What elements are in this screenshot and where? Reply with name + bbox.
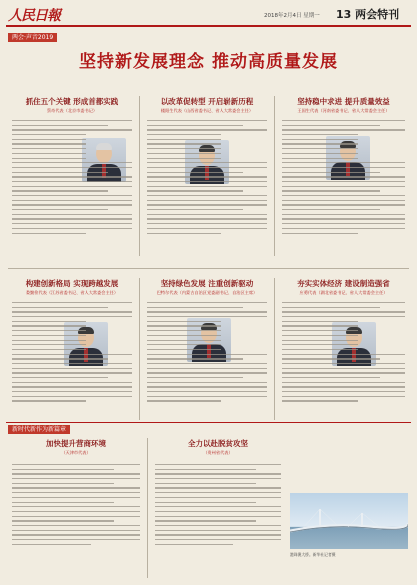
- article-title: 构建创新格局 实现跨越发展: [25, 279, 119, 288]
- article-body: [282, 302, 405, 405]
- row-divider: [8, 268, 409, 269]
- bridge-illustration: [290, 493, 408, 549]
- article-byline: 巴特尔代表（内蒙古自治区党委副书记、自治区主席）: [156, 290, 258, 295]
- article-3: [278, 96, 409, 254]
- article-body: [155, 464, 281, 548]
- masthead-rule: [6, 25, 411, 27]
- issue-date: 2018年2月4日 星期一: [264, 13, 320, 19]
- article-byline: 蔡奇代表（北京市委书记）: [46, 108, 98, 113]
- article-8: [151, 438, 285, 578]
- newspaper-logo: 人民日報: [8, 8, 60, 24]
- article-title: 坚持绿色发展 注重创新驱动: [160, 279, 254, 288]
- article-byline: 王国生代表（河南省委书记、省人大常委会主任）: [297, 108, 390, 113]
- page-label: 13 两会特刊: [336, 8, 400, 21]
- bridge-photo: [290, 493, 408, 549]
- section-tag: 新时代新作为新篇章: [8, 425, 70, 434]
- article-body: [147, 120, 267, 237]
- column-divider: [139, 278, 140, 420]
- article-body: [12, 464, 140, 548]
- article-body: [12, 302, 132, 405]
- article-byline: 娄勤俭代表（江苏省委书记、省人大常委会主任）: [25, 290, 119, 295]
- column-divider: [274, 96, 275, 256]
- article-4: [8, 278, 136, 418]
- masthead: [6, 4, 411, 24]
- article-body: [282, 120, 405, 237]
- section-tag: 两会·声音2019: [8, 33, 57, 42]
- section-rule: [6, 422, 411, 423]
- column-divider: [139, 96, 140, 256]
- photo-caption: 港珠澳大桥。新华社记者摄: [290, 552, 336, 557]
- article-byline: （贵州省代表）: [203, 450, 233, 455]
- article-body: [12, 120, 132, 237]
- article-title: 以改革促转型 开启崭新历程: [160, 97, 254, 106]
- article-body: [147, 302, 267, 405]
- page-headline: 坚持新发展理念 推动高质量发展: [79, 52, 338, 72]
- article-6: [278, 278, 409, 418]
- article-title: 坚持稳中求进 提升质量效益: [297, 97, 390, 106]
- article-byline: （天津市代表）: [61, 450, 91, 455]
- article-5: [143, 278, 271, 418]
- article-title: 加快提升营商环境: [46, 439, 106, 448]
- article-title: 夯实实体经济 建设制造强省: [297, 279, 390, 288]
- article-byline: 楼阳生代表（山西省委书记、省人大常委会主任）: [160, 108, 254, 113]
- column-divider: [274, 278, 275, 420]
- article-2: [143, 96, 271, 254]
- article-1: [8, 96, 136, 254]
- article-title: 全力以赴脱贫攻坚: [188, 439, 248, 448]
- article-title: 抓住五个关键 形成首都实践: [25, 97, 119, 106]
- article-7: [8, 438, 144, 578]
- article-byline: 应勇代表（湖北省委书记、省人大常委会主任）: [299, 290, 388, 295]
- column-divider: [147, 438, 148, 578]
